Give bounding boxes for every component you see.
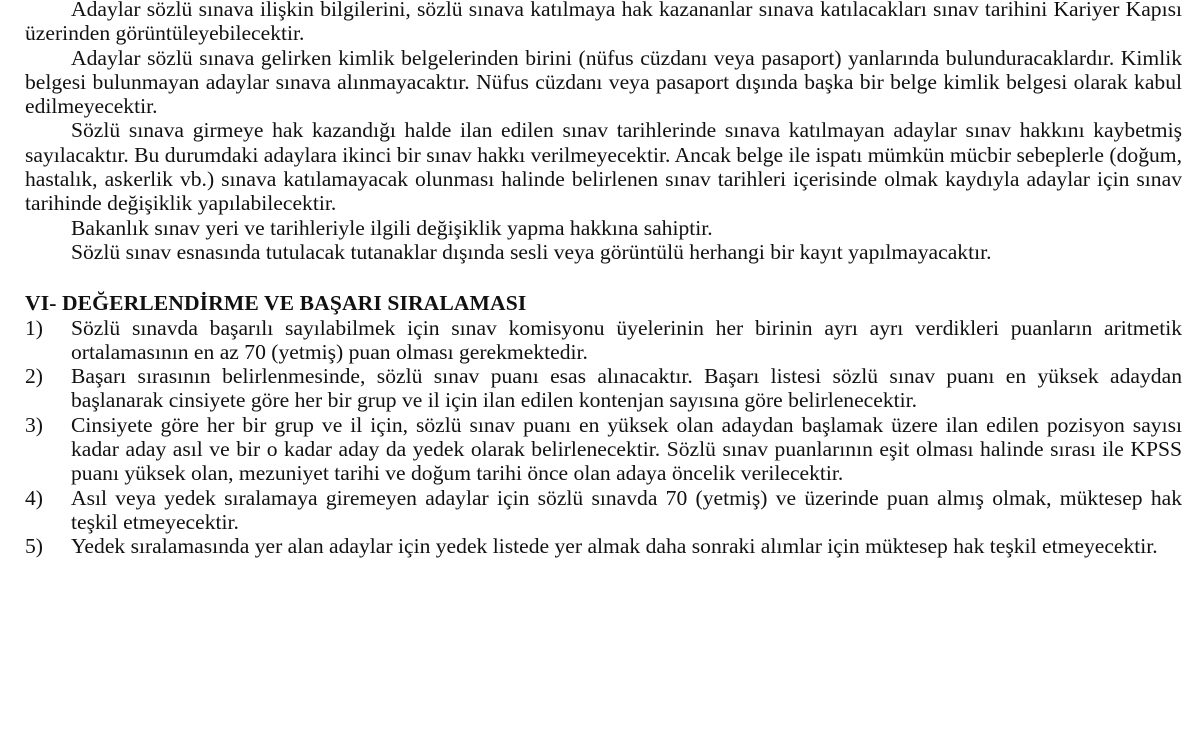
list-item: [25, 486, 1182, 535]
paragraph-exam-info: Adaylar sözlü sınava ilişkin bilgilerini, sözlü sınava katılmaya hak kazananlar sınava katılacakları sınav tarihini Kariyer Kapısı üzerinden görüntüleyebilecektir.: [25, 0, 1182, 46]
list-item-text: Yedek sıralamasında yer alan adaylar için yedek listede yer almak daha sonraki alımlar için müktesep hak teşkil etmeyecektir.: [71, 534, 1158, 559]
document-page: [25, 0, 1182, 559]
list-item: [25, 364, 1182, 413]
list-item-number: 3): [25, 412, 43, 437]
paragraph-ministry-rights: Bakanlık sınav yeri ve tarihleriyle ilgili değişiklik yapma hakkına sahiptir.: [71, 215, 713, 240]
list-item-number: 1): [25, 315, 43, 340]
list-item-number: 2): [25, 364, 43, 389]
paragraph-identity-documents: Adaylar sözlü sınava gelirken kimlik belgelerinden birini (nüfus cüzdanı veya pasaport) yanlarında bulunduracaklardır. Kimlik belgesi bulunmayan adaylar sınava alınmayacaktır. Nüfus cüzdanı veya pasaport dışında başka bir belge kimlik belgesi olarak kabul edilmeyecektir.: [25, 45, 1182, 119]
list-item-number: 5): [25, 534, 43, 559]
section-heading: VI- DEĞERLENDİRME VE BAŞARI SIRALAMASI: [25, 291, 527, 316]
list-item: [25, 534, 1182, 558]
list-item-number: 4): [25, 485, 43, 510]
list-item-text: Asıl veya yedek sıralamaya giremeyen adaylar için sözlü sınavda 70 (yetmiş) ve üzerinde puan almış olmak, müktesep hak teşkil etmeyecektir.: [71, 485, 1182, 534]
paragraph-recording-policy: Sözlü sınav esnasında tutulacak tutanaklar dışında sesli veya görüntülü herhangi bir kayıt yapılmayacaktır.: [71, 239, 992, 264]
list-item-text: Sözlü sınavda başarılı sayılabilmek için sınav komisyonu üyelerinin her birinin ayrı ayrı verdikleri puanların aritmetik ortalamasının en az 70 (yetmiş) puan olması gerekmektedir.: [71, 315, 1182, 364]
list-item-text: Cinsiyete göre her bir grup ve il için, sözlü sınav puanı en yüksek olan adaydan başlamak üzere ilan edilen pozisyon sayısı kadar aday asıl ve bir o kadar aday da yedek olarak belirlenecektir. Sözlü sınav puanlarının eşit olması halinde sırası ile KPSS puanı yüksek olan, mezuniyet tarihi ve doğum tarihi önce olan adaya öncelik verilecektir.: [71, 412, 1182, 486]
list-item: [25, 413, 1182, 486]
list-item-text: Başarı sırasının belirlenmesinde, sözlü sınav puanı esas alınacaktır. Başarı listesi sözlü sınav puanı en yüksek adaydan başlanarak cinsiyete göre her bir grup ve il için ilan edilen kontenjan sayısına göre belirlenecektir.: [71, 364, 1182, 413]
list-item: [25, 316, 1182, 365]
evaluation-list: [25, 316, 1182, 559]
paragraph-absence-rules: Sözlü sınava girmeye hak kazandığı halde ilan edilen sınav tarihlerinde sınava katılmayan adaylar sınav hakkını kaybetmiş sayılacaktır. Bu durumdaki adaylara ikinci bir sınav hakkı verilmeyecektir. Ancak belge ile ispatı mümkün mücbir sebeplerle (doğum, hastalık, askerlik vb.) sınava katılamayacak olunması halinde belirlenen sınav tarihleri içerisinde olmak kaydıyla adaylar için sınav tarihinde değişiklik yapılabilecektir.: [25, 118, 1182, 216]
